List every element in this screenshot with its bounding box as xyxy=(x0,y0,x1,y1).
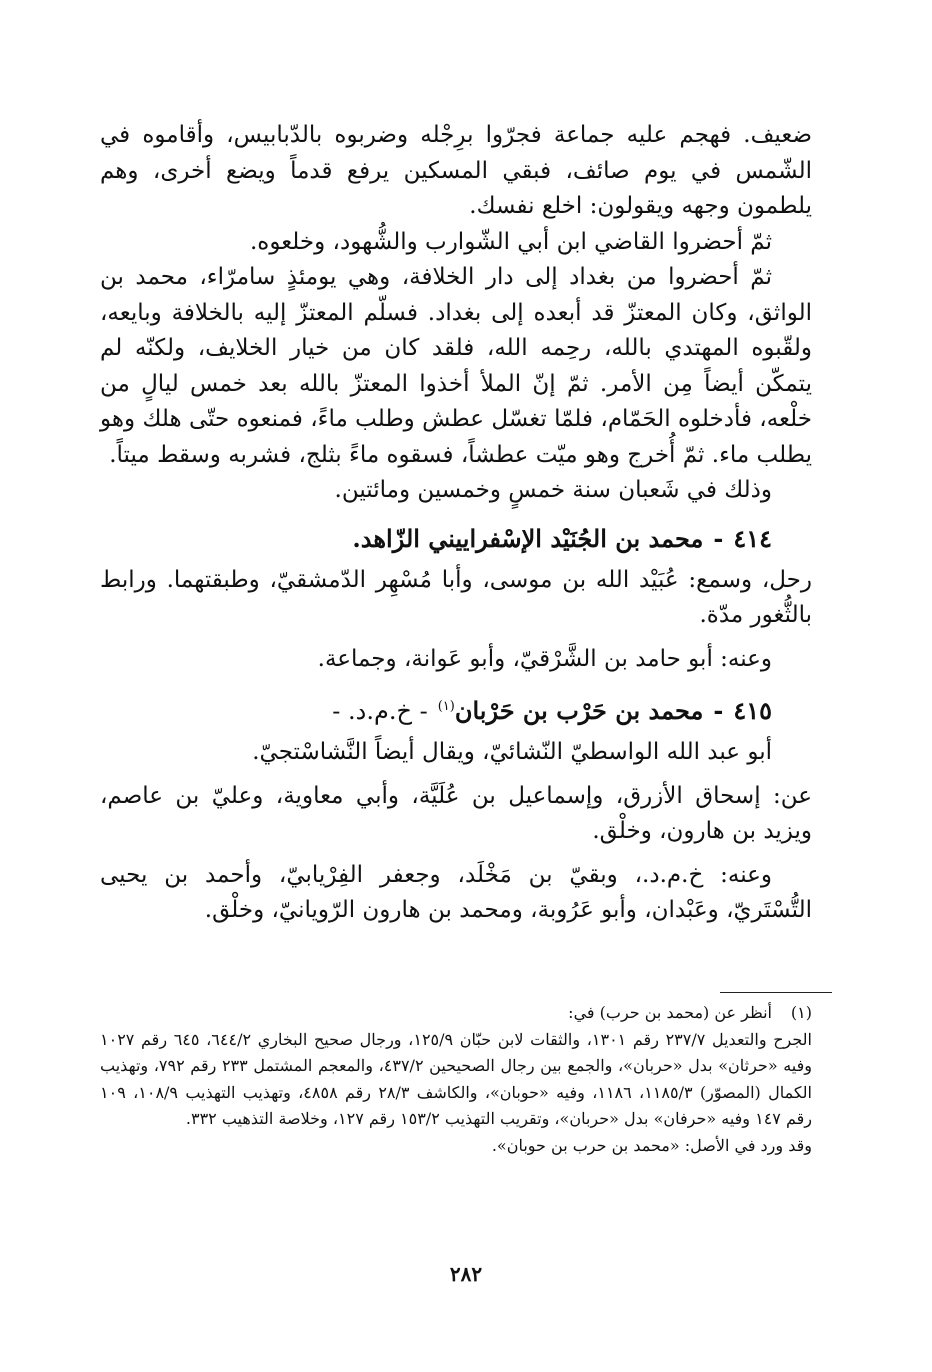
paragraph-body-3: ثمّ أحضروا من بغداد إلى دار الخلافة، وهي يومئذٍ سامرّاء، محمد بن الواثق، وكان المعتزّ قد أبعده إلى بغداد. فسلّم المعتزّ إليه بالخلافة وبايعه، ولقّبوه المهتدي بالله، رحِمه الله، فلقد كان من خيار الخلايف، ولكنّه لم يتمكّن أيضاً مِن الأمر. ثمّ إنّ الملأ أخذوا المعتزّ بالله بعد خمس ليالٍ من خلْعه، فأدخلوه الحَمّام، فلمّا تغسّل عطش وطلب ماءً، فمنعوه حتّى هلك وهو يطلب ماء. ثمّ أُخرج وهو ميّت عطشاً، فسقوه ماءً بثلج، فشربه وسقط ميتاً. xyxy=(100,264,812,468)
footnote-1 xyxy=(100,1000,812,1027)
entry-415-name-wrap xyxy=(438,696,704,725)
entry-415-number: ٤١٥ xyxy=(733,696,772,725)
footnote-intro: أنظر عن (محمد بن حرب) في: xyxy=(568,1003,772,1022)
paragraph-body-1: ضعيف. فهجم عليه جماعة فجرّوا برِجْله وضربوه بالدّبابيس، وأقاموه في الشّمس في يوم صائف، فبقي المسكين يرفع قدماً ويضع أخرى، وهم يلطمون وجهه ويقولون: اخلع نفسك. xyxy=(100,122,812,219)
paragraph-body-4: وذلك في شَعبان سنة خمسٍ وخمسين ومائتين. xyxy=(334,477,772,503)
entry-415-dash: - xyxy=(713,696,724,725)
entry-414-paragraph-2: وعنه: أبو حامد بن الشَّرْقيّ، وأبو عَوانة، وجماعة. xyxy=(317,645,772,672)
entry-414-name: محمد بن الجُنَيْد الإسْفراييني الزّاهد. xyxy=(352,523,704,553)
page-number: ٢٨٢ xyxy=(449,1262,483,1286)
footnote-sources: الجرح والتعديل ٢٣٧/٧ رقم ١٣٠١، والثقات لابن حبّان ١٢٥/٩، ورجال صحيح البخاري ٦٤٤/٢، ٦٤٥ رقم ١٠٢٧ وفيه «حرثان» بدل «حربان»، والجمع بين رجال الصحيحين ٤٣٧/٢، والمعجم المشتمل ٢٣٣ رقم ٧٩٢، وتهذيب الكمال (المصوّر) ١١٨٥/٣، ١١٨٦، وفيه «حوبان»، والكاشف ٢٨/٣ رقم ٤٨٥٨، وتهذيب التهذيب ١٠٨/٩، ١٠٩ رقم ١٤٧ وفيه «حرفان» بدل «حربان»، وتقريب التهذيب ١٥٣/٢ رقم ١٢٧، وخلاصة التذهيب ٣٣٢. xyxy=(100,1029,813,1128)
entry-414-heading xyxy=(100,521,812,557)
entry-415-paragraph-3: وعنه: خ.م.د.، وبقيّ بن مَخْلَد، وجعفر الفِرْيابيّ، وأحمد بن يحيى التُّسْتَريّ، وعَبْدان، وأبو عَرُوبة، ومحمد بن هارون الرّويانيّ، وخلْق. xyxy=(100,861,812,923)
entry-414-number: ٤١٤ xyxy=(733,523,772,553)
entry-414-paragraph-1: رحل، وسمع: عُبَيْد الله بن موسى، وأبا مُسْهِر الدّمشقيّ، وطبقتهما. ورابط بالثُّغور مدّة. xyxy=(100,566,812,628)
footnote-note: وقد ورد في الأصل: «محمد بن حرب بن حوبان». xyxy=(491,1135,812,1155)
footnote-reference[interactable]: (١) xyxy=(437,699,455,714)
footnote-marker: (١) xyxy=(790,1003,812,1022)
paragraph-body-2: ثمّ أحضروا القاضي ابن أبي الشّوارب والشُّهود، وخلعوه. xyxy=(249,228,772,255)
entry-415-codes: - خ.م.د. - xyxy=(332,697,428,725)
footnotes xyxy=(100,1000,812,1159)
entry-415-heading xyxy=(100,689,812,729)
entry-415-paragraph-1: أبو عبد الله الواسطيّ النّشائيّ، ويقال أيضاً النَّشاسْتجيّ. xyxy=(252,739,772,765)
entry-415-paragraph-2: عن: إسحاق الأزرق، وإسماعيل بن عُلَيَّة، وأبي معاوية، وعليّ بن عاصم، ويزيد بن هارون، وخلْق. xyxy=(100,782,812,844)
page-content xyxy=(100,118,812,929)
entry-414-dash: - xyxy=(713,523,724,553)
entry-415-name: محمد بن حَرْب بن حَرْبان xyxy=(454,696,704,725)
footnote-divider xyxy=(720,992,832,993)
